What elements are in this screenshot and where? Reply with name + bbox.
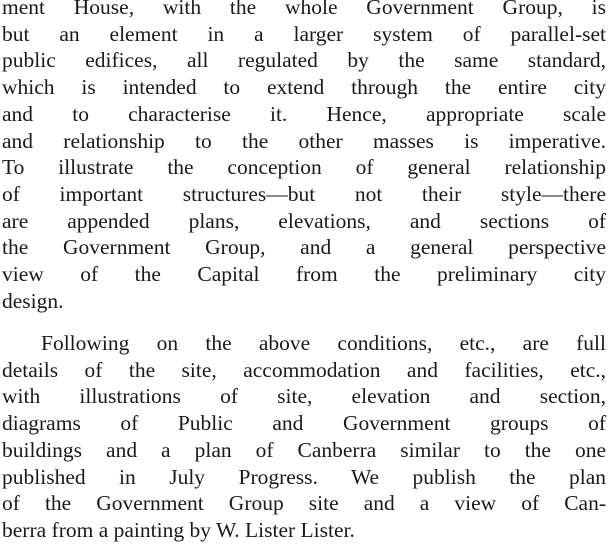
text-line: details of the site, accommodation and facilities, etc., — [2, 357, 606, 382]
text-line: which is intended to extend through the entire city — [2, 75, 606, 100]
text-line: published in July Progress. We publish the plan — [2, 464, 606, 489]
text-line: berra from a painting by W. Lister Lister. — [2, 517, 355, 542]
text-line: view of the Capital from the preliminary city — [2, 262, 606, 287]
text-line: diagrams of Public and Government groups of — [2, 411, 606, 436]
text-line: design. — [2, 288, 64, 313]
text-line: are appended plans, elevations, and sections of — [2, 208, 606, 233]
text-line: of the Government Group site and a view of Can- — [2, 491, 606, 516]
text-line: Following on the above conditions, etc., are full — [41, 331, 606, 355]
text-line: with illustrations of site, elevation and section, — [2, 384, 606, 409]
text-line: but an element in a larger system of parallel-set — [2, 21, 606, 46]
text-line: and to characterise it. Hence, appropriate scale — [2, 101, 606, 126]
text-line: of important structures—but not their style—there — [2, 181, 606, 206]
paragraph-2 — [2, 330, 606, 544]
text-line: the Government Group, and a general perspective — [2, 235, 606, 260]
text-line: public edifices, all regulated by the same standard, — [2, 48, 606, 73]
text-line: To illustrate the conception of general relationship — [2, 155, 606, 180]
text-line: buildings and a plan of Canberra similar to the one — [2, 437, 606, 462]
text-line: and relationship to the other masses is imperative. — [2, 128, 606, 153]
paragraph-1 — [2, 0, 606, 314]
text-line: ment House, with the whole Government Group, is — [2, 0, 606, 19]
